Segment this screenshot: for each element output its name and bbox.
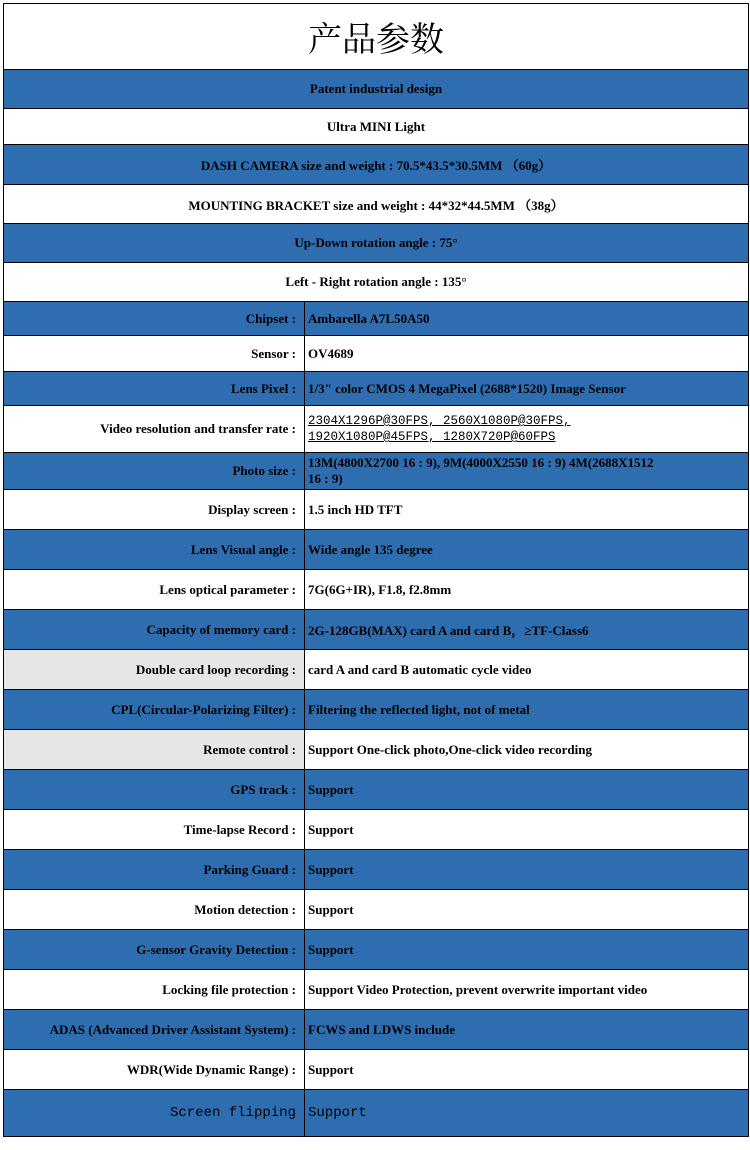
spec-row-video-resolution	[4, 406, 748, 453]
spec-label: Double card loop recording :	[4, 650, 304, 689]
spec-value: Support	[304, 1090, 748, 1136]
header-row-design: Patent industrial design	[4, 70, 748, 109]
header-row-bracket-size: MOUNTING BRACKET size and weight : 44*32*44.5MM （38g）	[4, 185, 748, 224]
spec-row-chipset	[4, 302, 748, 336]
spec-label: Parking Guard :	[203, 861, 296, 877]
header-row-updown-angle: Up-Down rotation angle : 75°	[4, 224, 748, 263]
spec-label: Capacity of memory card :	[146, 621, 296, 637]
spec-row-memory-card	[4, 610, 748, 650]
spec-label: GPS track :	[230, 781, 296, 797]
spec-value	[304, 406, 748, 452]
spec-row-display	[4, 490, 748, 530]
spec-value: Support	[304, 930, 748, 969]
header-row-leftright-angle: Left - Right rotation angle : 135°	[4, 263, 748, 302]
spec-label: Remote control :	[4, 730, 304, 769]
spec-label: G-sensor Gravity Detection :	[136, 941, 296, 957]
spec-label: Sensor :	[251, 345, 296, 361]
spec-value: Support Video Protection, prevent overwrite important video	[304, 970, 748, 1009]
spec-value: 1.5 inch HD TFT	[304, 490, 748, 529]
spec-row-adas	[4, 1010, 748, 1050]
spec-value: Support One-click photo,One-click video recording	[304, 730, 748, 769]
spec-value: 7G(6G+IR), F1.8, f2.8mm	[304, 570, 748, 609]
spec-value: Support	[304, 850, 748, 889]
spec-row-visual-angle	[4, 530, 748, 570]
spec-value: Filtering the reflected light, not of metal	[304, 690, 748, 729]
spec-label: Video resolution and transfer rate :	[100, 421, 296, 436]
spec-value: FCWS and LDWS include	[304, 1010, 748, 1049]
spec-row-sensor	[4, 336, 748, 372]
spec-label: Screen flipping	[169, 1105, 296, 1121]
spec-row-photo-size	[4, 453, 748, 490]
spec-row-optical-parameter	[4, 570, 748, 610]
spec-label: Locking file protection :	[162, 981, 296, 997]
spec-label: WDR(Wide Dynamic Range) :	[126, 1061, 296, 1077]
spec-row-timelapse	[4, 810, 748, 850]
spec-value-line-1: 13M(4800X2700 16 : 9), 9M(4000X2550 16 : 9) 4M(2688X1512	[308, 455, 654, 470]
spec-label: Photo size :	[232, 463, 296, 478]
page-title: 产品参数	[4, 4, 748, 70]
spec-value: 1/3" color CMOS 4 MegaPixel (2688*1520) Image Sensor	[304, 372, 748, 405]
spec-label: Lens Visual angle :	[190, 541, 296, 557]
spec-row-remote-control	[4, 730, 748, 770]
spec-value: Support	[304, 770, 748, 809]
spec-row-gps	[4, 770, 748, 810]
spec-value: 2G-128GB(MAX) card A and card B，≥TF-Class6	[304, 610, 748, 649]
spec-value-line-2: 16 : 9)	[308, 471, 343, 486]
spec-row-lens-pixel	[4, 372, 748, 406]
spec-label: ADAS (Advanced Driver Assistant System) :	[49, 1021, 296, 1037]
spec-row-locking-file	[4, 970, 748, 1010]
spec-value: Support	[304, 810, 748, 849]
spec-value: card A and card B automatic cycle video	[304, 650, 748, 689]
spec-row-cpl	[4, 690, 748, 730]
spec-value: Wide angle 135 degree	[304, 530, 748, 569]
spec-value	[304, 453, 748, 489]
header-row-mini: Ultra MINI Light	[4, 109, 748, 145]
spec-label: Time-lapse Record :	[183, 821, 296, 837]
spec-value-line-2: 1920X1080P@45FPS, 1280X720P@60FPS	[308, 430, 556, 444]
spec-row-parking-guard	[4, 850, 748, 890]
spec-label: CPL(Circular-Polarizing Filter) :	[111, 701, 296, 717]
spec-row-gsensor	[4, 930, 748, 970]
spec-value: Ambarella A7L50A50	[304, 302, 748, 335]
spec-row-motion-detection	[4, 890, 748, 930]
spec-value: Support	[304, 890, 748, 929]
spec-value: OV4689	[304, 336, 748, 371]
spec-row-wdr	[4, 1050, 748, 1090]
spec-table	[3, 3, 749, 1137]
spec-row-screen-flipping	[4, 1090, 748, 1136]
spec-row-double-card	[4, 650, 748, 690]
spec-label: Display screen :	[208, 501, 296, 517]
spec-label: Chipset :	[245, 310, 296, 326]
spec-value-line-1: 2304X1296P@30FPS, 2560X1080P@30FPS,	[308, 414, 571, 428]
spec-label: Motion detection :	[194, 901, 296, 917]
spec-label: Lens Pixel :	[231, 380, 296, 396]
spec-label: Lens optical parameter :	[159, 581, 296, 597]
spec-value: Support	[304, 1050, 748, 1089]
header-row-camera-size: DASH CAMERA size and weight : 70.5*43.5*30.5MM （60g）	[4, 145, 748, 185]
